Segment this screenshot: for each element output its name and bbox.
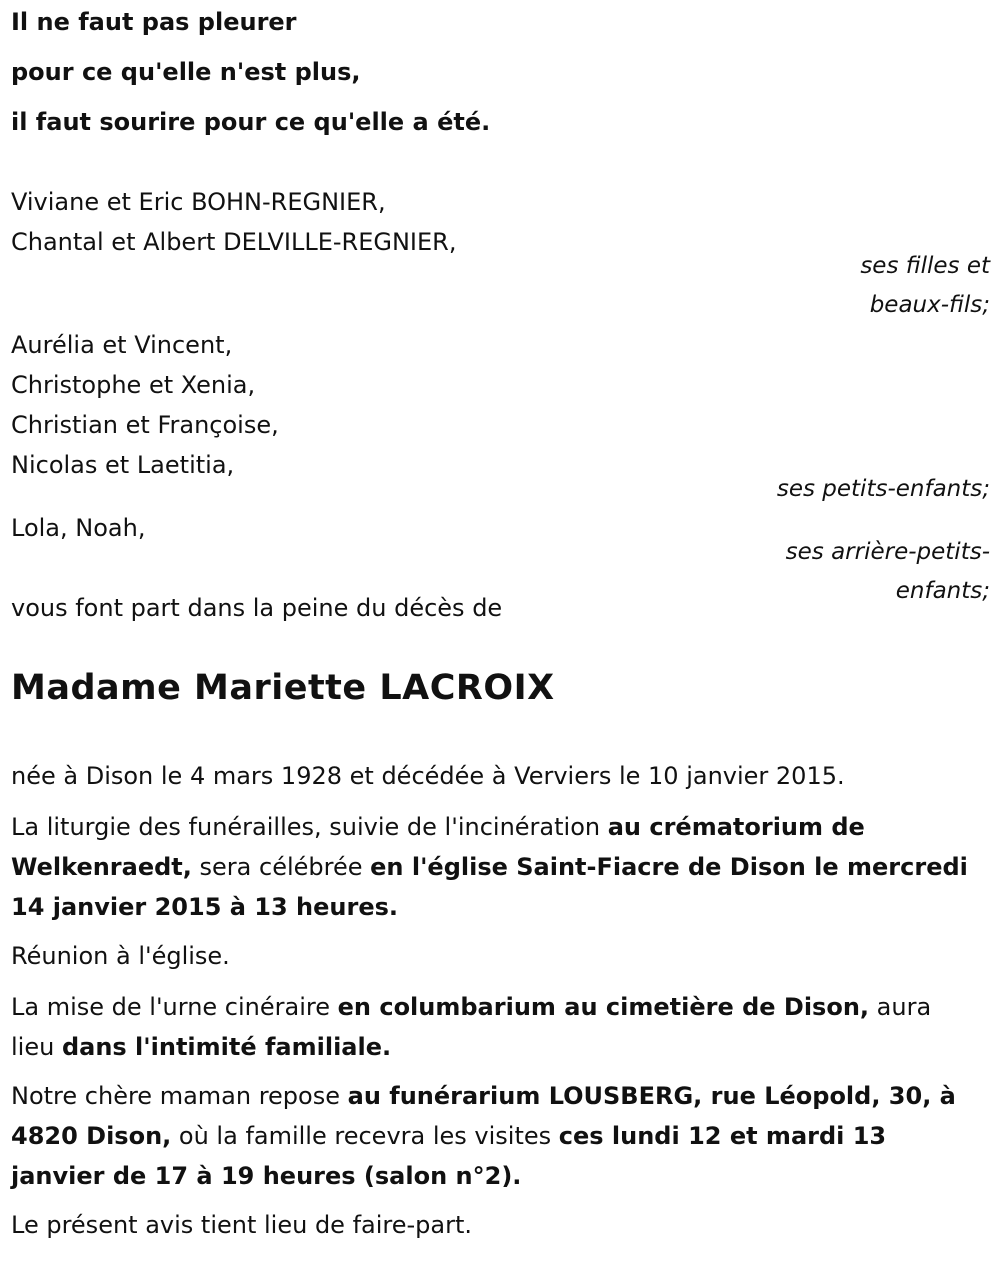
urn-columbarium: en columbarium au cimetière de Dison, <box>337 993 870 1021</box>
liturgy-church-date: en l'église Saint-Fiacre de Dison le mercredi 14 janvier 2015 à 13 heures. <box>11 853 968 921</box>
daughter-couple-2: Chantal et Albert DELVILLE-REGNIER, <box>11 228 457 256</box>
poem-line-2: pour ce qu'elle n'est plus, <box>11 58 361 86</box>
urn-intimacy: dans l'intimité familiale. <box>61 1033 392 1061</box>
announcement-text: vous font part dans la peine du décès de <box>11 594 503 622</box>
visits-text-1: Notre chère maman repose <box>11 1082 348 1110</box>
grandchild-couple-1: Aurélia et Vincent, <box>11 331 233 359</box>
closing-text: Le présent avis tient lieu de faire-part. <box>11 1211 473 1239</box>
urn-text-1: La mise de l'urne cinéraire <box>11 993 338 1021</box>
grandchild-couple-2: Christophe et Xenia, <box>11 371 256 399</box>
liturgy-text-1: La liturgie des funérailles, suivie de l'incinération <box>11 813 608 841</box>
poem-line-1: Il ne faut pas pleurer <box>11 8 297 36</box>
great-grandchildren: Lola, Noah, <box>11 514 146 542</box>
daughters-role-line-2: beaux-fils; <box>869 292 990 318</box>
visits-funeral-home: au funérarium LOUSBERG, rue Léopold, 30, à 4820 Dison, <box>11 1082 956 1150</box>
daughter-couple-1: Viviane et Eric BOHN-REGNIER, <box>11 188 386 216</box>
poem-line-3: il faut sourire pour ce qu'elle a été. <box>11 108 491 136</box>
visits-text-2: où la famille recevra les visites <box>171 1122 559 1150</box>
liturgy-paragraph <box>11 807 981 927</box>
visits-schedule: ces lundi 12 et mardi 13 janvier de 17 à 19 heures (salon n°2). <box>11 1122 887 1190</box>
great-grandchildren-role-line-2: enfants; <box>895 578 990 604</box>
grandchildren-role: ses petits-enfants; <box>776 476 990 502</box>
urn-paragraph <box>11 987 981 1067</box>
grandchild-couple-3: Christian et Françoise, <box>11 411 279 439</box>
liturgy-crematorium: au crématorium de Welkenraedt, <box>11 813 865 881</box>
deceased-name: Madame Mariette LACROIX <box>11 668 555 708</box>
grandchild-couple-4: Nicolas et Laetitia, <box>11 451 235 479</box>
liturgy-text-2: sera célébrée <box>191 853 371 881</box>
urn-text-2: aura lieu <box>11 993 932 1061</box>
visits-paragraph <box>11 1076 981 1196</box>
daughters-role-line-1: ses filles et <box>860 253 990 279</box>
birth-death-text: née à Dison le 4 mars 1928 et décédée à Verviers le 10 janvier 2015. <box>11 762 845 790</box>
reunion-text: Réunion à l'église. <box>11 942 230 970</box>
great-grandchildren-role-line-1: ses arrière-petits- <box>785 539 990 565</box>
